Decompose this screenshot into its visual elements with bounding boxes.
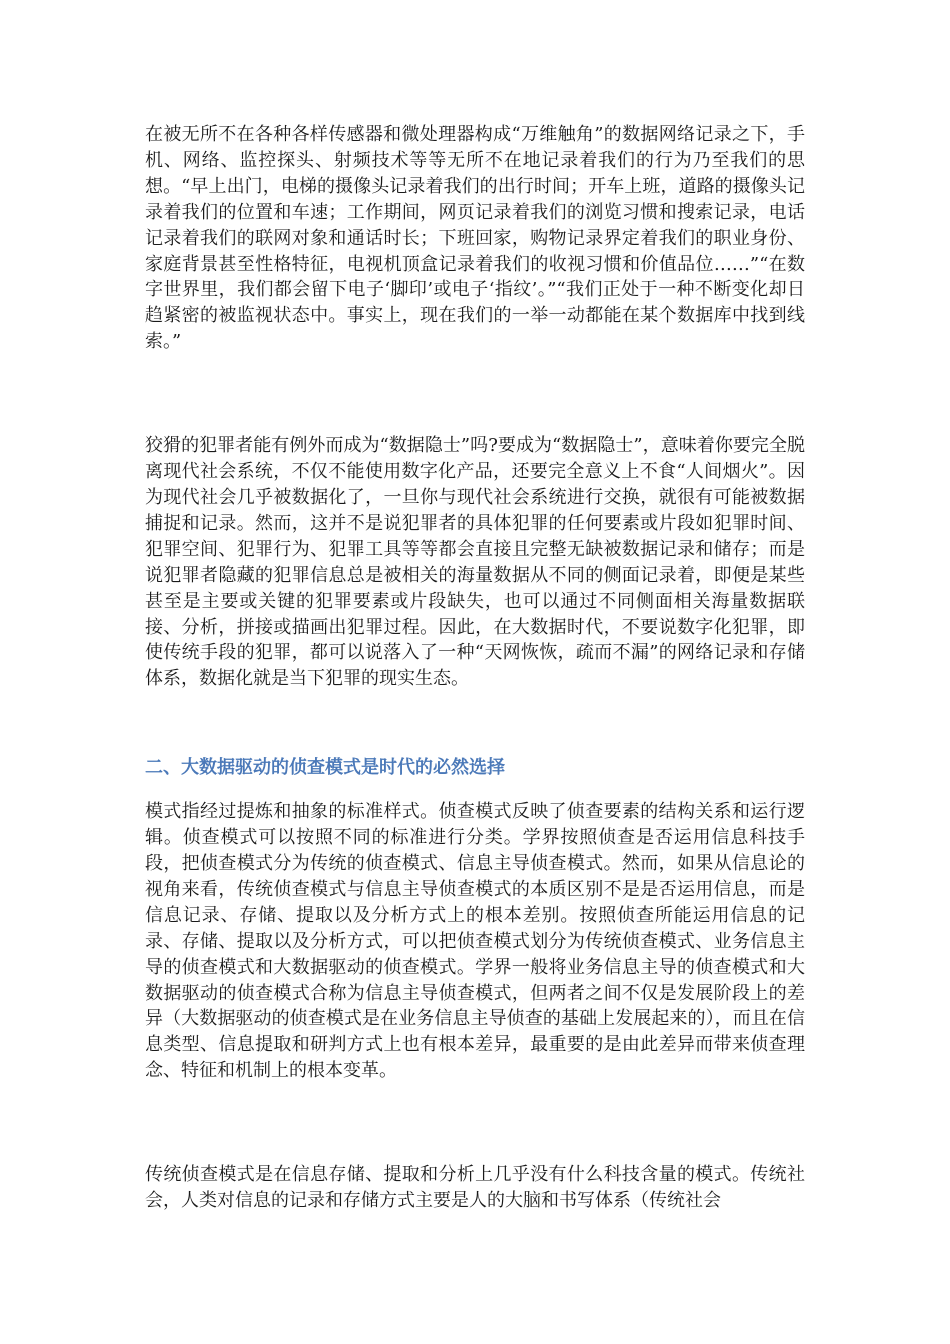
paragraph-investigation-modes: 模式指经过提炼和抽象的标准样式。侦查模式反映了侦查要素的结构关系和运行逻辑。侦查模式可以按照不同的标准进行分类。学界按照侦查是否运用信息科技手段，把侦查模式分为传统的侦查模式、信息主导侦查模式。然而，如果从信息论的视角来看，传统侦查模式与信息主导侦查模式的本质区别不是是否运用信息，而是信息记录、存储、提取以及分析方式上的根本差别。按照侦查所能运用信息的记录、存储、提取以及分析方式，可以把侦查模式划分为传统侦查模式、业务信息主导的侦查模式和大数据驱动的侦查模式。学界一般将业务信息主导的侦查模式和大数据驱动的侦查模式合称为信息主导侦查模式，但两者之间不仅是发展阶段上的差异（大数据驱动的侦查模式是在业务信息主导侦查的基础上发展起来的），而且在信息类型、信息提取和研判方式上也有根本差异，最重要的是由此差异而带来侦查理念、特征和机制上的根本变革。 xyxy=(145,801,805,1082)
paragraph-data-hermit: 狡猾的犯罪者能有例外而成为“数据隐士”吗?要成为“数据隐士”，意味着你要完全脱离现代社会系统，不仅不能使用数字化产品，还要完全意义上不食“人间烟火”。因为现代社会几乎被数据化了，一旦你与现代社会系统进行交换，就很有可能被数据捕捉和记录。然而，这并不是说犯罪者的具体犯罪的任何要素或片段如犯罪时间、犯罪空间、犯罪行为、犯罪工具等等都会直接且完整无缺被数据记录和储存；而是说犯罪者隐藏的犯罪信息总是被相关的海量数据从不同的侧面记录着，即便是某些甚至是主要或关键的犯罪要素或片段缺失，也可以通过不同侧面相关海量数据联接、分析，拼接或描画出犯罪过程。因此，在大数据时代，不要说数字化犯罪，即使传统手段的犯罪，都可以说落入了一种“天网恢恢，疏而不漏”的网络记录和存储体系，数据化就是当下犯罪的现实生态。 xyxy=(145,435,805,690)
section-heading: 二、大数据驱动的侦查模式是时代的必然选择 xyxy=(145,757,505,779)
paragraph-traditional-mode: 传统侦查模式是在信息存储、提取和分析上几乎没有什么科技含量的模式。传统社会，人类对信息的记录和存储方式主要是人的大脑和书写体系（传统社会 xyxy=(145,1164,805,1212)
document-page xyxy=(145,122,805,1214)
paragraph-surveillance: 在被无所不在各种各样传感器和微处理器构成“万维触角”的数据网络记录之下，手机、网络、监控探头、射频技术等等无所不在地记录着我们的行为乃至我们的思想。“早上出门，电梯的摄像头记录着我们的出行时间；开车上班，道路的摄像头记录着我们的位置和车速；工作期间，网页记录着我们的浏览习惯和搜索记录，电话记录着我们的联网对象和通话时长；下班回家，购物记录界定着我们的职业身份、家庭背景甚至性格特征，电视机顶盒记录着我们的收视习惯和价值品位……”“在数字世界里，我们都会留下电子‘脚印’或电子‘指纹’。”“我们正处于一种不断变化却日趋紧密的被监视状态中。事实上，现在我们的一举一动都能在某个数据库中找到线索。” xyxy=(145,124,805,353)
